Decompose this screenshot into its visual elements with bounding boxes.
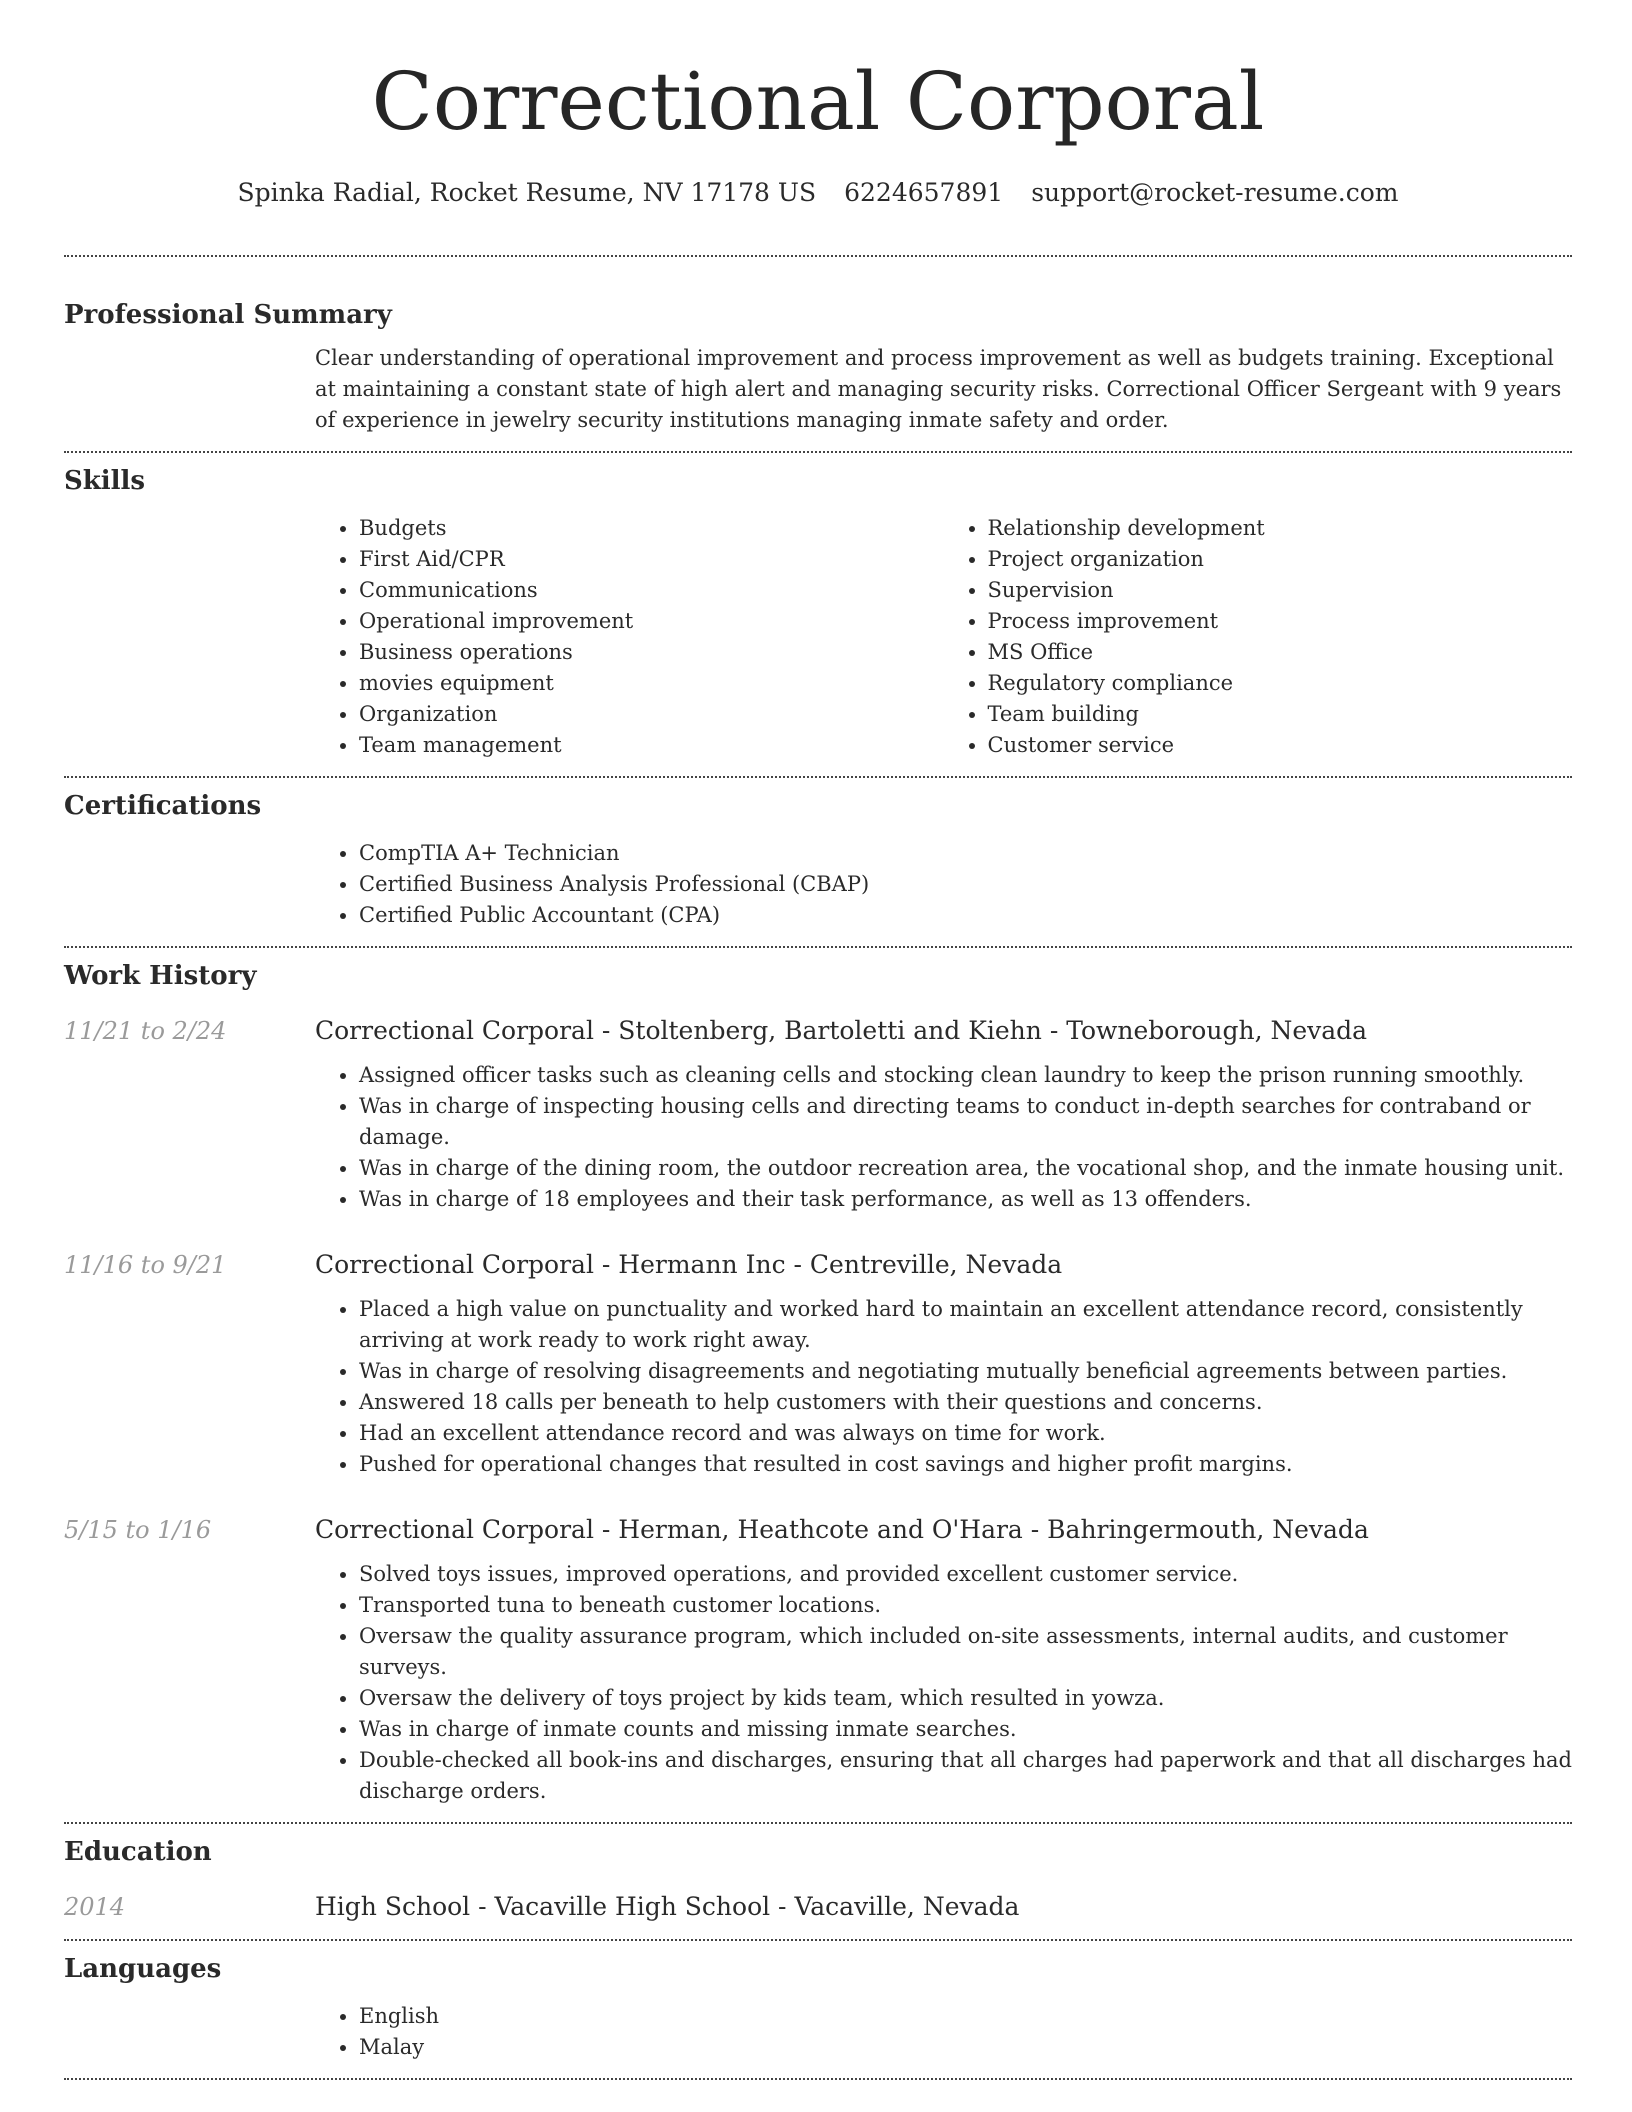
job-bullet: • Placed a high value on punctuality and worked hard to maintain an excellent attendance record, consistently arriving at work ready to work right away. bbox=[359, 1294, 1572, 1356]
job-entry bbox=[64, 1248, 1572, 1480]
languages-content bbox=[315, 2001, 1572, 2063]
contact-email[interactable]: support@rocket-resume.com bbox=[1031, 178, 1399, 207]
language-item: • English bbox=[359, 2001, 1572, 2032]
education-title: Education bbox=[64, 1837, 212, 1867]
skill-item: • Budgets bbox=[359, 513, 944, 544]
skill-item: • Relationship development bbox=[988, 513, 1573, 544]
summary-content bbox=[315, 343, 1572, 436]
languages-section bbox=[64, 1951, 1572, 2063]
job-bullets bbox=[315, 1559, 1572, 1807]
education-section bbox=[64, 1834, 1572, 1924]
job-bullet: • Had an excellent attendance record and was always on time for work. bbox=[359, 1418, 1572, 1449]
languages-title: Languages bbox=[64, 1954, 222, 1984]
job-details bbox=[315, 1294, 1572, 1480]
skill-item: • Project organization bbox=[988, 544, 1573, 575]
job-bullet: • Was in charge of 18 employees and their task performance, as well as 13 offenders. bbox=[359, 1184, 1572, 1215]
work-history-section bbox=[64, 958, 1572, 1807]
job-details bbox=[315, 1060, 1572, 1215]
job-dates: 5/15 to 1/16 bbox=[64, 1516, 212, 1544]
job-header bbox=[64, 1513, 1572, 1547]
job-dates: 11/21 to 2/24 bbox=[64, 1017, 227, 1045]
skills-list-right bbox=[944, 513, 1573, 761]
skill-item: • Process improvement bbox=[988, 606, 1573, 637]
job-bullet: • Was in charge of resolving disagreements and negotiating mutually beneficial agreements between parties. bbox=[359, 1356, 1572, 1387]
skills-title: Skills bbox=[64, 466, 146, 496]
job-bullet: • Was in charge of inmate counts and missing inmate searches. bbox=[359, 1714, 1572, 1745]
contact-phone: 6224657891 bbox=[844, 178, 1004, 207]
certifications-section bbox=[64, 788, 1572, 931]
skill-item: • Operational improvement bbox=[359, 606, 944, 637]
section-divider bbox=[64, 255, 1572, 257]
skill-item: • MS Office bbox=[988, 637, 1573, 668]
job-heading: Correctional Corporal - Stoltenberg, Bartoletti and Kiehn - Towneborough, Nevada bbox=[315, 1016, 1368, 1045]
skill-item: • Customer service bbox=[988, 730, 1573, 761]
job-bullet: • Solved toys issues, improved operations, and provided excellent customer service. bbox=[359, 1559, 1572, 1590]
job-dates: 11/16 to 9/21 bbox=[64, 1251, 227, 1279]
resume-name: Correctional Corporal bbox=[371, 55, 1265, 148]
certifications-title: Certifications bbox=[64, 791, 262, 821]
section-divider bbox=[64, 1822, 1572, 1824]
certification-item: • CompTIA A+ Technician bbox=[359, 838, 1572, 869]
section-divider bbox=[64, 776, 1572, 778]
resume-page bbox=[64, 0, 1572, 2080]
job-bullet: • Oversaw the quality assurance program, which included on-site assessments, internal audits, and customer surveys. bbox=[359, 1621, 1572, 1683]
job-header bbox=[64, 1014, 1572, 1048]
certifications-list bbox=[315, 838, 1572, 931]
skills-list-left bbox=[315, 513, 944, 761]
education-entry bbox=[64, 1890, 1572, 1924]
skill-item: • Communications bbox=[359, 575, 944, 606]
certification-item: • Certified Public Accountant (CPA) bbox=[359, 900, 1572, 931]
contact-line bbox=[64, 176, 1572, 210]
summary-title: Professional Summary bbox=[64, 300, 392, 330]
work-history-title: Work History bbox=[64, 961, 257, 991]
skill-item: • Supervision bbox=[988, 575, 1573, 606]
education-heading: High School - Vacaville High School - Vacaville, Nevada bbox=[315, 1892, 1020, 1921]
contact-address: Spinka Radial, Rocket Resume, NV 17178 US bbox=[237, 178, 817, 207]
job-bullet: • Was in charge of the dining room, the outdoor recreation area, the vocational shop, and the inmate housing unit. bbox=[359, 1153, 1572, 1184]
job-heading: Correctional Corporal - Hermann Inc - Centreville, Nevada bbox=[315, 1250, 1063, 1279]
job-entry bbox=[64, 1513, 1572, 1807]
job-bullet: • Pushed for operational changes that resulted in cost savings and higher profit margins. bbox=[359, 1449, 1572, 1480]
skills-section bbox=[64, 463, 1572, 761]
section-divider bbox=[64, 1939, 1572, 1941]
education-date: 2014 bbox=[64, 1893, 126, 1921]
skill-item: • Regulatory compliance bbox=[988, 668, 1573, 699]
section-divider bbox=[64, 2078, 1572, 2080]
skill-item: • movies equipment bbox=[359, 668, 944, 699]
section-divider bbox=[64, 451, 1572, 453]
certification-item: • Certified Business Analysis Professional (CBAP) bbox=[359, 869, 1572, 900]
skill-item: • First Aid/CPR bbox=[359, 544, 944, 575]
languages-list bbox=[315, 2001, 1572, 2063]
job-bullet: • Double-checked all book-ins and discharges, ensuring that all charges had paperwork and that all discharges had discharge orders. bbox=[359, 1745, 1572, 1807]
job-bullets bbox=[315, 1060, 1572, 1215]
job-bullet: • Transported tuna to beneath customer locations. bbox=[359, 1590, 1572, 1621]
job-bullet: • Assigned officer tasks such as cleaning cells and stocking clean laundry to keep the prison running smoothly. bbox=[359, 1060, 1572, 1091]
skills-grid bbox=[315, 513, 1572, 761]
job-header bbox=[64, 1248, 1572, 1282]
job-bullet: • Answered 18 calls per beneath to help customers with their questions and concerns. bbox=[359, 1387, 1572, 1418]
skill-item: • Organization bbox=[359, 699, 944, 730]
job-entry bbox=[64, 1014, 1572, 1215]
skill-item: • Team building bbox=[988, 699, 1573, 730]
job-bullets bbox=[315, 1294, 1572, 1480]
summary-section bbox=[64, 297, 1572, 436]
skill-item: • Team management bbox=[359, 730, 944, 761]
summary-text: Clear understanding of operational improvement and process improvement as well as budgets training. Exceptional at maintaining a constant state of high alert and managing security risks. Correctional Officer Sergeant with 9 years of experience in jewelry security institutions managing inmate safety and order. bbox=[315, 346, 1562, 432]
section-divider bbox=[64, 946, 1572, 948]
language-item: • Malay bbox=[359, 2032, 1572, 2063]
job-heading: Correctional Corporal - Herman, Heathcote and O'Hara - Bahringermouth, Nevada bbox=[315, 1515, 1369, 1544]
job-details bbox=[315, 1559, 1572, 1807]
job-bullet: • Oversaw the delivery of toys project by kids team, which resulted in yowza. bbox=[359, 1683, 1572, 1714]
skill-item: • Business operations bbox=[359, 637, 944, 668]
job-bullet: • Was in charge of inspecting housing cells and directing teams to conduct in-depth searches for contraband or damage. bbox=[359, 1091, 1572, 1153]
certifications-content bbox=[315, 838, 1572, 931]
